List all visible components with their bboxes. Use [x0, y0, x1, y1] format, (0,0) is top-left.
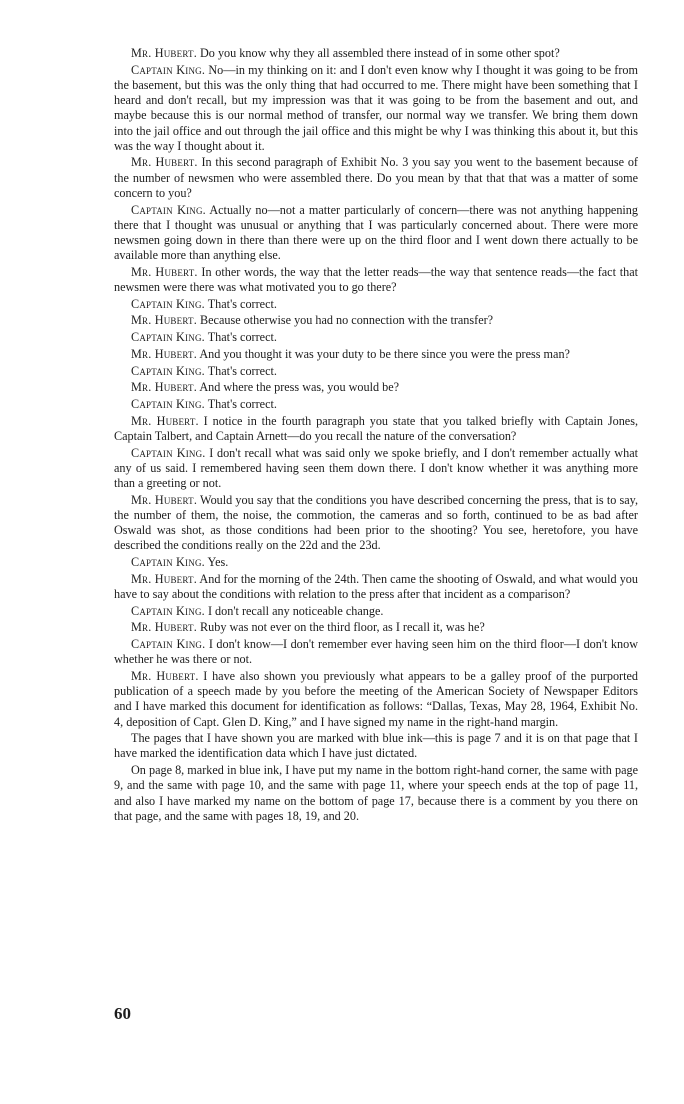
paragraph-text: I notice in the fourth paragraph you state that you talked briefly with Captain Jones, Captain Talbert, and Captain Arnett—do you recall the nature of the conversation?	[114, 413, 638, 443]
page-number: 60	[114, 1004, 131, 1023]
testimony-paragraph	[114, 155, 638, 201]
paragraph-text: Actually no—not a matter particularly of concern—there was not anything happening there that I thought was unusual or anything that I was particularly concerned about. There were more newsmen going down in there than there were up on the third floor and I went down there actually to be available more than anything else.	[114, 202, 638, 263]
speaker-name: Mr. Hubert.	[131, 492, 198, 507]
speaker-name: Mr. Hubert.	[131, 313, 197, 328]
testimony-paragraph	[114, 347, 638, 362]
testimony-paragraph	[114, 572, 638, 602]
paragraph-text: I don't recall any noticeable change.	[204, 603, 384, 618]
paragraph-text: And you thought it was your duty to be there since you were the press man?	[196, 346, 570, 361]
paragraph-text: Would you say that the conditions you have described concerning the press, that is to say, the number of them, the noise, the commotion, the cameras and so forth, continued to be as bad after Oswald was shot, as those conditions had been prior to the shooting? You see, heretofore, you have described the conditions really on the 22d and the 23d.	[114, 492, 638, 553]
testimony-paragraph	[114, 555, 638, 570]
testimony-paragraph	[114, 297, 638, 312]
paragraph-text: In this second paragraph of Exhibit No. 3 you say you went to the basement because of the number of newsmen who were assembled there. Do you mean by that that that was a matter of some concern to you?	[114, 155, 638, 200]
speaker-name: Captain King.	[131, 202, 206, 217]
speaker-name: Mr. Hubert.	[131, 380, 197, 395]
paragraph-text: On page 8, marked in blue ink, I have put my name in the bottom right-hand corner, the same with page 9, and the same with page 10, and the same with page 11, where your speech ends at the top of page 11, and also I have marked my name on the bottom of page 17, because there is a comment by you there on that page, and the same with pages 18, 19, and 20.	[114, 763, 638, 823]
speaker-name: Captain King.	[131, 296, 205, 311]
paragraph-text: Because otherwise you had no connection with the transfer?	[196, 313, 494, 328]
testimony-paragraph	[114, 763, 638, 824]
testimony-paragraph	[114, 620, 638, 635]
speaker-name: Mr. Hubert.	[131, 346, 197, 361]
speaker-name: Captain King.	[131, 555, 205, 569]
testimony-paragraph	[114, 203, 638, 264]
testimony-paragraph	[114, 637, 638, 667]
speaker-name: Captain King.	[131, 363, 205, 378]
speaker-name: Mr. Hubert.	[131, 668, 199, 683]
testimony-paragraph	[114, 446, 638, 492]
speaker-name: Captain King.	[131, 637, 206, 652]
paragraph-text: I don't know—I don't remember ever having seen him on the third floor—I don't know whether he was there or not.	[114, 637, 639, 667]
paragraph-text: No—in my thinking on it: and I don't even know why I thought it was going to be from the basement, but this was the only thing that had occurred to me. There might have been something that I heard and don't recall, but my impression was that it was going to be from the basement and out, and maybe because this is our normal method of transfer, our normal way we transfer. We bring them down into the jail office and out through the jail office and this might be why I was thinking this about it, but this was the way I thought about it.	[114, 62, 638, 153]
paragraph-text: That's correct.	[204, 363, 277, 378]
paragraph-text: That's correct.	[204, 296, 277, 311]
testimony-paragraph	[114, 604, 638, 619]
speaker-name: Captain King.	[131, 330, 205, 345]
speaker-name: Mr. Hubert.	[131, 264, 198, 279]
speaker-name: Mr. Hubert.	[131, 413, 199, 428]
paragraph-text: Yes.	[204, 555, 229, 569]
testimony-paragraph	[114, 313, 638, 328]
paragraph-text: And where the press was, you would be?	[196, 380, 400, 395]
testimony-paragraph	[114, 330, 638, 345]
paragraph-text: That's correct.	[204, 396, 277, 411]
paragraph-text: I have also shown you previously what appears to be a galley proof of the purported publication of a speech made by you before the meeting of the American Society of Newspaper Editors and I have marked this document for identification as follows: “Dallas, Texas, May 28, 1964, Exhibit No. 4, deposition of Capt. Glen D. King,” and I have signed my name in the right-hand margin.	[114, 668, 638, 729]
speaker-name: Mr. Hubert.	[131, 46, 197, 60]
speaker-name: Captain King.	[131, 62, 206, 77]
paragraph-text: And for the morning of the 24th. Then came the shooting of Oswald, and what would you have to say about the conditions with relation to the press after that incident as a comparison?	[114, 571, 638, 601]
testimony-paragraph	[114, 364, 638, 379]
paragraph-text: That's correct.	[204, 330, 277, 345]
testimony-paragraph	[114, 63, 638, 154]
paragraph-text: I don't recall what was said only we spoke briefly, and I don't remember actually what any of us said. I remembered having seen them down there. I don't know whether it was anything more than a greeting or not.	[114, 445, 638, 490]
speaker-name: Mr. Hubert.	[131, 620, 197, 635]
testimony-paragraph	[114, 46, 638, 61]
speaker-name: Captain King.	[131, 603, 205, 618]
testimony-paragraph	[114, 397, 638, 412]
paragraph-text: The pages that I have shown you are marked with blue ink—this is page 7 and it is on that page that I have marked the identification data which I have just dictated.	[114, 731, 638, 761]
paragraph-text: Do you know why they all assembled there instead of in some other spot?	[196, 46, 560, 60]
speaker-name: Captain King.	[131, 445, 206, 460]
testimony-paragraph	[114, 669, 638, 730]
testimony-paragraph	[114, 493, 638, 554]
testimony-text	[114, 46, 638, 825]
testimony-paragraph	[114, 380, 638, 395]
speaker-name: Mr. Hubert.	[131, 571, 197, 586]
paragraph-text: Ruby was not ever on the third floor, as I recall it, was he?	[196, 620, 485, 635]
testimony-paragraph	[114, 414, 638, 444]
testimony-paragraph	[114, 731, 638, 761]
speaker-name: Captain King.	[131, 396, 205, 411]
paragraph-text: In other words, the way that the letter reads—the way that sentence reads—the fact that newsmen were there was what motivated you to go there?	[114, 264, 638, 295]
testimony-paragraph	[114, 265, 638, 295]
speaker-name: Mr. Hubert.	[131, 155, 198, 170]
